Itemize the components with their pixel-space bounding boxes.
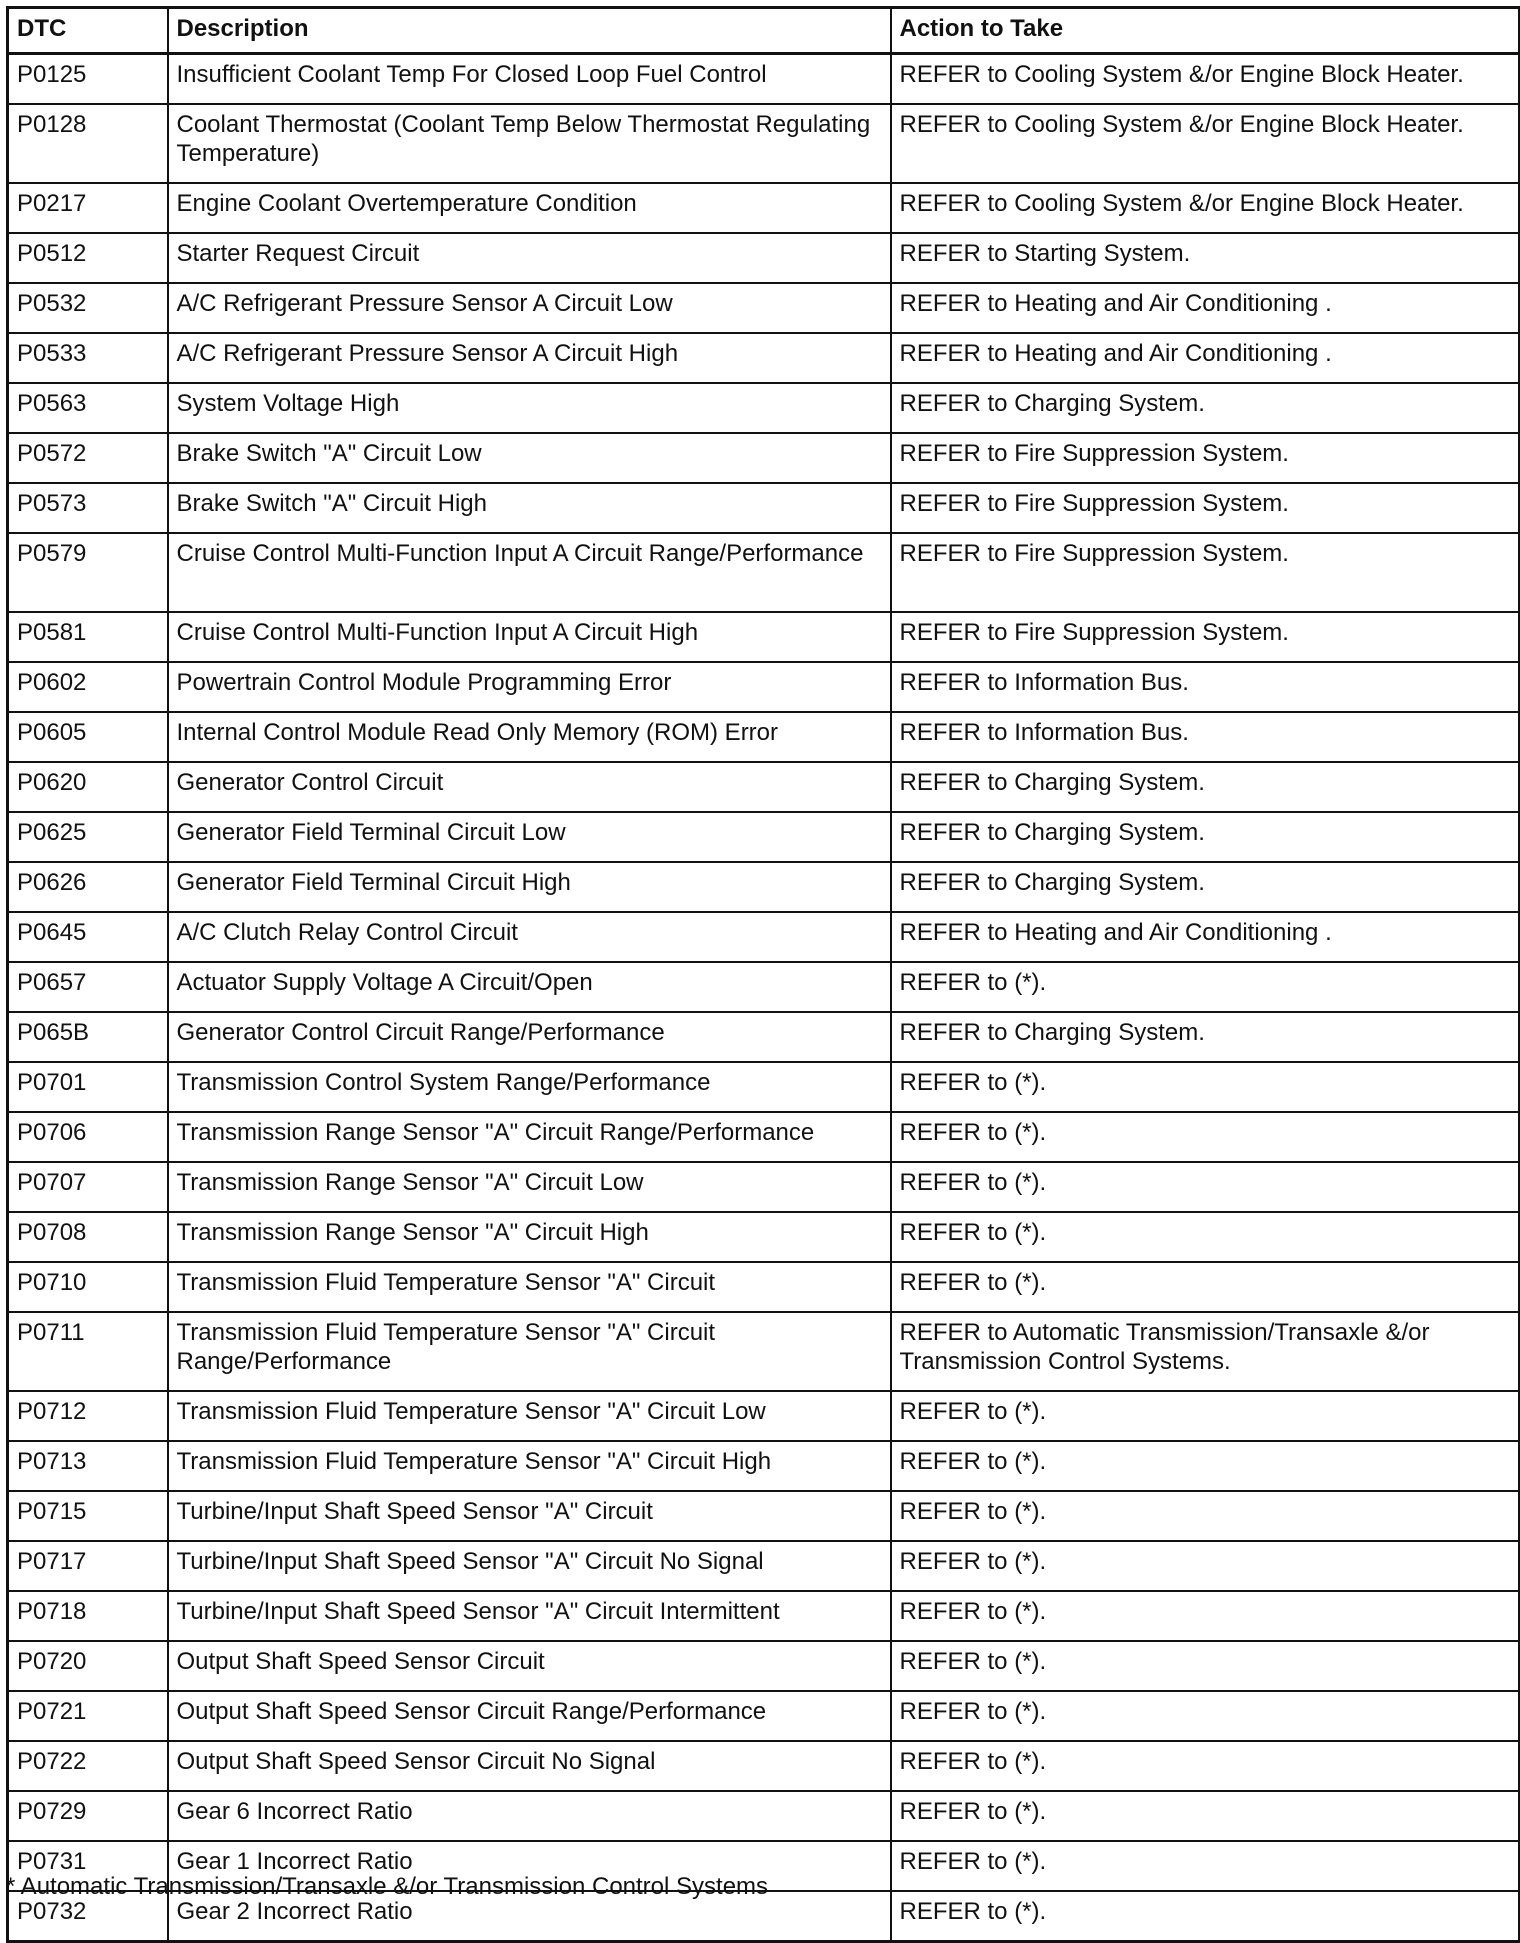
cell-action: REFER to Heating and Air Conditioning . [891, 333, 1520, 383]
cell-action: REFER to Starting System. [891, 233, 1520, 283]
cell-description: Brake Switch "A" Circuit Low [168, 433, 891, 483]
cell-description: Gear 1 Incorrect Ratio [168, 1841, 891, 1891]
cell-dtc: P0579 [8, 533, 168, 612]
cell-dtc: P0645 [8, 912, 168, 962]
table-row [8, 233, 1520, 283]
header-dtc: DTC [8, 8, 168, 54]
cell-dtc: P0532 [8, 283, 168, 333]
cell-description: A/C Refrigerant Pressure Sensor A Circuit Low [168, 283, 891, 333]
cell-action: REFER to Fire Suppression System. [891, 612, 1520, 662]
table-row [8, 1691, 1520, 1741]
cell-action: REFER to (*). [891, 1841, 1520, 1891]
header-row [8, 8, 1520, 54]
cell-action: REFER to (*). [891, 1162, 1520, 1212]
cell-dtc: P0573 [8, 483, 168, 533]
cell-description: Generator Field Terminal Circuit Low [168, 812, 891, 862]
cell-description: Generator Control Circuit Range/Performance [168, 1012, 891, 1062]
cell-dtc: P0625 [8, 812, 168, 862]
cell-description: Brake Switch "A" Circuit High [168, 483, 891, 533]
table-row [8, 533, 1520, 612]
cell-action: REFER to (*). [891, 1212, 1520, 1262]
cell-description: Powertrain Control Module Programming Error [168, 662, 891, 712]
cell-description: Cruise Control Multi-Function Input A Circuit Range/Performance [168, 533, 891, 612]
cell-action: REFER to (*). [891, 1741, 1520, 1791]
cell-action: REFER to Cooling System &/or Engine Block Heater. [891, 104, 1520, 183]
table-row [8, 383, 1520, 433]
cell-action: REFER to (*). [891, 1541, 1520, 1591]
cell-action: REFER to (*). [891, 962, 1520, 1012]
cell-dtc: P0706 [8, 1112, 168, 1162]
cell-dtc: P0731 [8, 1841, 168, 1891]
table-body [8, 54, 1520, 1942]
cell-action: REFER to Automatic Transmission/Transaxle &/or Transmission Control Systems. [891, 1312, 1520, 1391]
cell-dtc: P0620 [8, 762, 168, 812]
table-row [8, 1012, 1520, 1062]
cell-description: Transmission Control System Range/Performance [168, 1062, 891, 1112]
cell-action: REFER to Cooling System &/or Engine Block Heater. [891, 54, 1520, 105]
table-row [8, 1441, 1520, 1491]
cell-description: Transmission Fluid Temperature Sensor "A" Circuit Range/Performance [168, 1312, 891, 1391]
cell-dtc: P0718 [8, 1591, 168, 1641]
cell-action: REFER to (*). [891, 1691, 1520, 1741]
cell-action: REFER to Fire Suppression System. [891, 483, 1520, 533]
cell-description: Cruise Control Multi-Function Input A Circuit High [168, 612, 891, 662]
cell-description: Insufficient Coolant Temp For Closed Loop Fuel Control [168, 54, 891, 105]
table-row [8, 712, 1520, 762]
table-row [8, 612, 1520, 662]
cell-dtc: P0720 [8, 1641, 168, 1691]
cell-action: REFER to (*). [891, 1591, 1520, 1641]
cell-dtc: P0713 [8, 1441, 168, 1491]
cell-action: REFER to (*). [891, 1391, 1520, 1441]
cell-description: Generator Control Circuit [168, 762, 891, 812]
table-row [8, 1262, 1520, 1312]
cell-description: System Voltage High [168, 383, 891, 433]
cell-action: REFER to Heating and Air Conditioning . [891, 283, 1520, 333]
dtc-table [6, 6, 1520, 1943]
cell-description: Engine Coolant Overtemperature Condition [168, 183, 891, 233]
table-row [8, 1641, 1520, 1691]
cell-action: REFER to Information Bus. [891, 662, 1520, 712]
cell-description: Output Shaft Speed Sensor Circuit [168, 1641, 891, 1691]
table-row [8, 812, 1520, 862]
cell-dtc: P0717 [8, 1541, 168, 1591]
cell-description: Turbine/Input Shaft Speed Sensor "A" Circuit [168, 1491, 891, 1541]
cell-description: A/C Clutch Relay Control Circuit [168, 912, 891, 962]
cell-action: REFER to Information Bus. [891, 712, 1520, 762]
table-row [8, 54, 1520, 105]
table-row [8, 1491, 1520, 1541]
cell-description: Transmission Fluid Temperature Sensor "A" Circuit [168, 1262, 891, 1312]
cell-description: Transmission Fluid Temperature Sensor "A" Circuit High [168, 1441, 891, 1491]
cell-action: REFER to (*). [891, 1441, 1520, 1491]
table-row [8, 333, 1520, 383]
cell-description: Actuator Supply Voltage A Circuit/Open [168, 962, 891, 1012]
cell-dtc: P0732 [8, 1891, 168, 1942]
cell-dtc: P0712 [8, 1391, 168, 1441]
cell-dtc: P0563 [8, 383, 168, 433]
header-action: Action to Take [891, 8, 1520, 54]
cell-action: REFER to Fire Suppression System. [891, 533, 1520, 612]
cell-action: REFER to (*). [891, 1062, 1520, 1112]
cell-description: Transmission Range Sensor "A" Circuit Low [168, 1162, 891, 1212]
cell-description: A/C Refrigerant Pressure Sensor A Circuit High [168, 333, 891, 383]
cell-action: REFER to Cooling System &/or Engine Block Heater. [891, 183, 1520, 233]
cell-description: Turbine/Input Shaft Speed Sensor "A" Circuit Intermittent [168, 1591, 891, 1641]
cell-dtc: P0708 [8, 1212, 168, 1262]
cell-dtc: P0657 [8, 962, 168, 1012]
cell-dtc: P0605 [8, 712, 168, 762]
table-row [8, 1541, 1520, 1591]
cell-description: Transmission Fluid Temperature Sensor "A" Circuit Low [168, 1391, 891, 1441]
cell-description: Turbine/Input Shaft Speed Sensor "A" Circuit No Signal [168, 1541, 891, 1591]
table-row [8, 762, 1520, 812]
cell-dtc: P065B [8, 1012, 168, 1062]
table-row [8, 1741, 1520, 1791]
cell-action: REFER to Charging System. [891, 762, 1520, 812]
cell-action: REFER to (*). [891, 1491, 1520, 1541]
cell-dtc: P0125 [8, 54, 168, 105]
cell-dtc: P0729 [8, 1791, 168, 1841]
cell-action: REFER to (*). [891, 1891, 1520, 1942]
table-row [8, 183, 1520, 233]
table-row [8, 1591, 1520, 1641]
cell-dtc: P0512 [8, 233, 168, 283]
cell-dtc: P0217 [8, 183, 168, 233]
cell-dtc: P0707 [8, 1162, 168, 1212]
cell-description: Transmission Range Sensor "A" Circuit High [168, 1212, 891, 1262]
table-row [8, 483, 1520, 533]
cell-description: Output Shaft Speed Sensor Circuit Range/Performance [168, 1691, 891, 1741]
header-description: Description [168, 8, 891, 54]
table-row [8, 1312, 1520, 1391]
cell-description: Internal Control Module Read Only Memory (ROM) Error [168, 712, 891, 762]
table-row [8, 662, 1520, 712]
cell-action: REFER to Heating and Air Conditioning . [891, 912, 1520, 962]
table-row [8, 1112, 1520, 1162]
table-row [8, 433, 1520, 483]
cell-action: REFER to Fire Suppression System. [891, 433, 1520, 483]
cell-dtc: P0128 [8, 104, 168, 183]
cell-action: REFER to Charging System. [891, 1012, 1520, 1062]
cell-dtc: P0722 [8, 1741, 168, 1791]
cell-description: Gear 6 Incorrect Ratio [168, 1791, 891, 1841]
cell-description: Coolant Thermostat (Coolant Temp Below Thermostat Regulating Temperature) [168, 104, 891, 183]
table-row [8, 283, 1520, 333]
cell-description: Starter Request Circuit [168, 233, 891, 283]
cell-action: REFER to (*). [891, 1112, 1520, 1162]
table-row [8, 912, 1520, 962]
cell-dtc: P0626 [8, 862, 168, 912]
table-header [8, 8, 1520, 54]
cell-action: REFER to Charging System. [891, 383, 1520, 433]
table-row [8, 1062, 1520, 1112]
cell-dtc: P0533 [8, 333, 168, 383]
footnote: * Automatic Transmission/Transaxle &/or Transmission Control Systems [6, 1873, 769, 1900]
cell-dtc: P0710 [8, 1262, 168, 1312]
cell-dtc: P0715 [8, 1491, 168, 1541]
cell-dtc: P0602 [8, 662, 168, 712]
cell-action: REFER to Charging System. [891, 812, 1520, 862]
table-row [8, 1212, 1520, 1262]
cell-dtc: P0572 [8, 433, 168, 483]
cell-action: REFER to (*). [891, 1791, 1520, 1841]
cell-action: REFER to (*). [891, 1262, 1520, 1312]
cell-dtc: P0701 [8, 1062, 168, 1112]
cell-action: REFER to (*). [891, 1641, 1520, 1691]
cell-description: Output Shaft Speed Sensor Circuit No Signal [168, 1741, 891, 1791]
cell-dtc: P0581 [8, 612, 168, 662]
table-row [8, 104, 1520, 183]
cell-action: REFER to Charging System. [891, 862, 1520, 912]
table-row [8, 1162, 1520, 1212]
table-row [8, 1391, 1520, 1441]
table-row [8, 962, 1520, 1012]
cell-dtc: P0721 [8, 1691, 168, 1741]
table-row [8, 1791, 1520, 1841]
cell-description: Gear 2 Incorrect Ratio [168, 1891, 891, 1942]
cell-description: Generator Field Terminal Circuit High [168, 862, 891, 912]
cell-dtc: P0711 [8, 1312, 168, 1391]
cell-description: Transmission Range Sensor "A" Circuit Range/Performance [168, 1112, 891, 1162]
table-row [8, 862, 1520, 912]
